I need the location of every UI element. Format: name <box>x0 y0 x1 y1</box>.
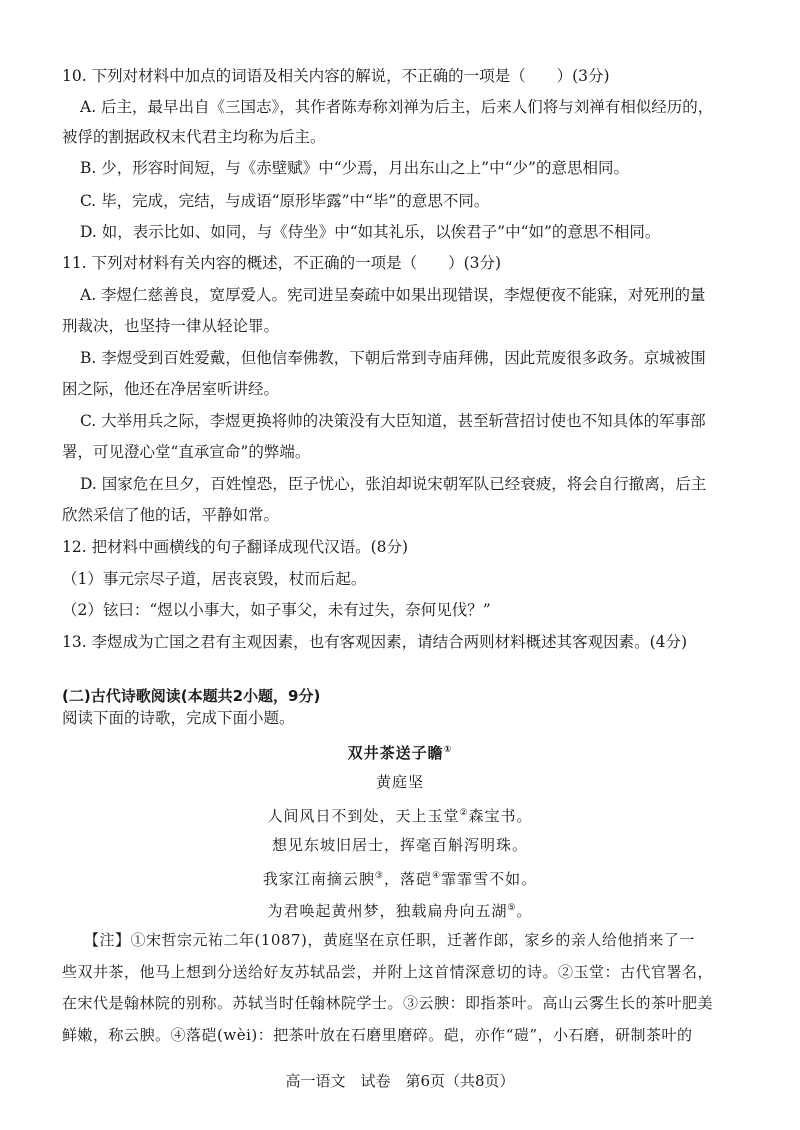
q10-option-a-line2: 被俘的割据政权末代君主均称为后主。 <box>62 128 326 146</box>
poem-author: 黄庭坚 <box>375 773 424 791</box>
note-line-3: 在宋代是翰林院的别称。苏轼当时任翰林院学士。③云腴：即指茶叶。高山云雾生长的茶叶肥美 <box>62 994 714 1012</box>
q12-sentence-1: （1）事元宗尽子道，居丧哀毁，杖而后起。 <box>62 570 367 588</box>
poem-line-1: 人间风日不到处，天上玉堂②森宝书。 <box>267 807 533 825</box>
q11-option-b-line1: B. 李煜受到百姓爱戴，但他信奉佛教，下朝后常到寺庙拜佛，因此荒废很多政务。京城被围 <box>80 349 706 367</box>
q11-option-d-line1: D. 国家危在旦夕，百姓惶恐，臣子忧心，张洎却说宋朝军队已经衰疲，将会自行撤离，后主 <box>80 475 707 493</box>
page-footer: 高一语文 试卷 第6页（共8页） <box>285 1072 515 1090</box>
footnote-marker: ④ <box>432 871 442 881</box>
poem-line-4: 为君唤起黄州梦，独载扁舟向五湖⑤。 <box>267 902 533 920</box>
q10-option-b: B. 少，形容时间短，与《赤壁赋》中“少焉，月出东山之上”中“少”的意思相同。 <box>80 159 629 177</box>
q13-stem: 13. 李煜成为亡国之君有主观因素，也有客观因素，请结合两则材料概述其客观因素。(4分) <box>62 633 688 651</box>
note-line-1: 【注】①宋哲宗元祐二年(1087)，黄庭坚在京任职，迁著作郎，家乡的亲人给他捎来了一 <box>84 931 695 949</box>
poem-title-text: 双井茶送子瞻 <box>347 744 444 762</box>
poem-line-3: 我家江南摘云腴③，落硙④霏霏雪不如。 <box>262 870 538 888</box>
footnote-marker: ⑤ <box>507 903 517 913</box>
q11-stem: 11. 下列对材料有关内容的概述，不正确的一项是（ ）(3分) <box>62 254 502 272</box>
footnote-marker: ② <box>459 808 469 818</box>
q11-option-d-line2: 欣然采信了他的话，平静如常。 <box>62 506 280 524</box>
q11-option-b-line2: 困之际，他还在净居室听讲经。 <box>62 380 280 398</box>
q10-option-d: D. 如，表示比如、如同，与《侍坐》中“如其礼乐，以俟君子”中“如”的意思不相同。 <box>80 223 661 241</box>
q10-option-a-line1: A. 后主，最早出自《三国志》，其作者陈寿称刘禅为后主，后来人们将与刘禅有相似经历的， <box>80 98 714 116</box>
q11-option-a-line1: A. 李煜仁慈善良，宽厚爱人。宪司进呈奏疏中如果出现错误，李煜便夜不能寐，对死刑的量 <box>80 286 706 304</box>
q11-option-c-line1: C. 大举用兵之际，李煜更换将帅的决策没有大臣知道，甚至斩营招讨使也不知具体的军事部 <box>80 412 706 430</box>
footnote-marker: ③ <box>374 871 384 881</box>
q10-option-c: C. 毕，完成，完结，与成语“原形毕露”中“毕”的意思不同。 <box>80 192 490 210</box>
q11-option-c-line2: 署，可见澄心堂“直承宣命”的弊端。 <box>62 443 311 461</box>
poem-line-2: 想见东坡旧居士，挥毫百斛泻明珠。 <box>271 836 528 854</box>
note-line-2: 些双井茶，他马上想到分送给好友苏轼品尝，并附上这首情深意切的诗。②玉堂：古代官署名， <box>62 963 714 981</box>
section-instruction: 阅读下面的诗歌，完成下面小题。 <box>62 709 295 727</box>
poem-title-footnote: ① <box>443 745 453 755</box>
note-line-4: 鲜嫩，称云腴。④落硙(wèi)：把茶叶放在石磨里磨碎。硙，亦作“磑”，小石磨，研制茶叶的 <box>62 1026 693 1044</box>
q11-option-a-line2: 刑裁决，也坚持一律从轻论罪。 <box>62 317 280 335</box>
section-heading: (二)古代诗歌阅读(本题共2小题，9分) <box>62 687 321 705</box>
q12-stem: 12. 把材料中画横线的句子翻译成现代汉语。(8分) <box>62 538 409 556</box>
poem-title <box>0 740 800 763</box>
q10-stem: 10. 下列对材料中加点的词语及相关内容的解说，不正确的一项是（ ）(3分) <box>62 67 610 85</box>
q12-sentence-2: （2）铉曰：“煜以小事大，如子事父，未有过失，奈何见伐？” <box>62 601 491 619</box>
